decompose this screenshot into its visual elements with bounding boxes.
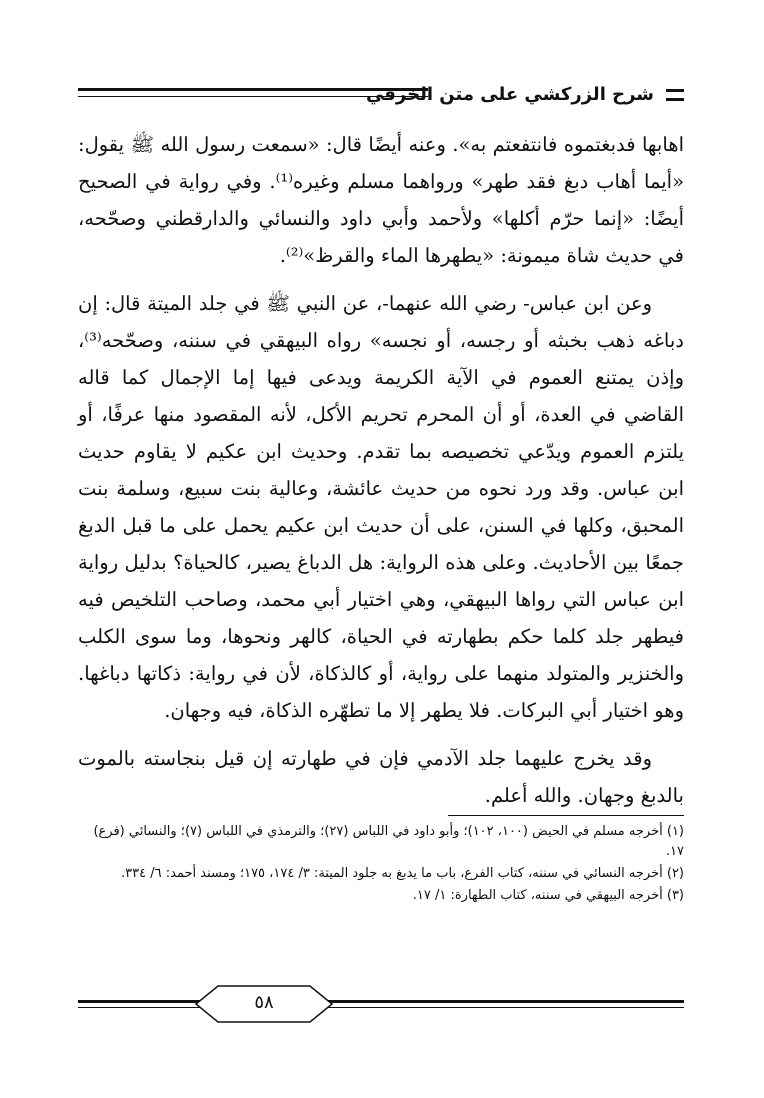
- footnote-1: (١) أخرجه مسلم في الحيض (١٠٠، ١٠٢)؛ وأبو داود في اللباس (٢٧)؛ والترمذي في اللباس (٧)؛ والنسائي (فرع) ١٧.: [93, 824, 684, 859]
- footnote-3: (٣) أخرجه البيهقي في سننه، كتاب الطهارة: ١/ ١٧.: [412, 888, 684, 903]
- running-header: [78, 84, 684, 108]
- page-number-frame: [194, 984, 334, 1024]
- paragraph-3: وقد يخرج عليهما جلد الآدمي فإن في طهارته إن قيل بنجاسته بالموت بالدبغ وجهان. والله أعلم.: [78, 747, 684, 807]
- paragraph-2: وعن ابن عباس- رضي الله عنهما-، عن النبي ﷺ في جلد الميتة قال: إن دباغه ذهب بخبثه أو رجسه، أو نجسه» رواه البيهقي في سننه، وصحّحه⁽³⁾، وإذن يمتنع العموم في الآية الكريمة ويدعى فيها إما الإجمال كما قاله القاضي في العدة، أو أن المحرم تحريم الأكل، لأنه المقصود منها عرفًا، أو يلتزم العموم ويدّعي تخصيصه بما تقدم. وحديث ابن عكيم لا يقاوم حديث ابن عباس. وقد ورد نحوه من حديث عائشة، وعالية بنت سبيع، وسلمة بنت المحبق، وكلها في السنن، على أن حديث ابن عكيم يحمل على ما قبل الدبغ جمعًا بين الأحاديث. وعلى هذه الرواية: هل الدباغ يصير، كالحياة؟ بدليل رواية ابن عباس التي رواها البيهقي، وهي اختيار أبي محمد، وصاحب التلخيص فيه فيطهر جلد كلما حكم بطهارته في الحياة، كالهر ونحوها، وما سوى الكلب والخنزير والمتولد منهما على رواية، أو كالذكاة، لأن في رواية: ذكاتها دباغها. وهو اختيار أبي البركات. فلا يطهر إلا ما تطهّره الذكاة، فيه وجهان.: [78, 292, 684, 722]
- footnote-separator: [448, 815, 684, 816]
- header-rule: [78, 88, 428, 97]
- page-number: ٥٨: [254, 992, 274, 1013]
- page-footer: [78, 984, 684, 1034]
- header-ornament: [666, 89, 684, 101]
- header-title: شرح الزركشي على متن الخرقي: [365, 84, 654, 105]
- main-text: [78, 126, 684, 825]
- footnotes: [78, 822, 684, 908]
- paragraph-1: اهابها فدبغتموه فانتفعتم به». وعنه أيضًا قال: «سمعت رسول الله ﷺ يقول: «أيما أهاب دبغ فقد طهر» ورواهما مسلم وغيره⁽¹⁾. وفي رواية في الصحيح أيضًا: «إنما حرّم أكلها» ولأحمد وأبي داود والنسائي والدارقطني وصحّحه، في حديث شاة ميمونة: «يطهرها الماء والقرظ»⁽²⁾.: [78, 133, 684, 267]
- footnote-2: (٢) أخرجه النسائي في سننه، كتاب الفرع، باب ما يدبغ به جلود الميتة: ٣/ ١٧٤، ١٧٥؛ ومسند أحمد: ٦/ ٣٣٤.: [121, 866, 684, 881]
- footer-rule-right: [304, 1000, 684, 1008]
